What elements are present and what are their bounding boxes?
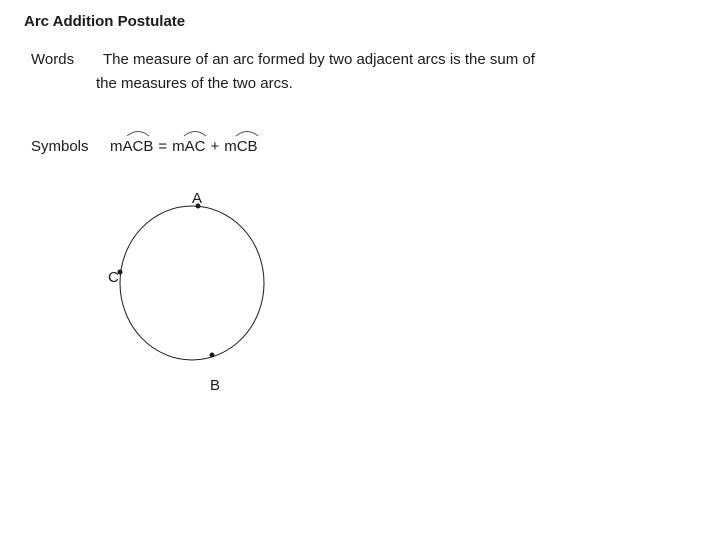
measure-prefix-1: m [110, 138, 123, 155]
circle [120, 206, 264, 360]
arc-acb-label: ACB [122, 138, 154, 155]
arc-cb-label: CB [236, 138, 258, 155]
symbols-label: Symbols [31, 138, 89, 155]
point-b-label: B [210, 377, 221, 394]
point-c-label: C [108, 269, 119, 286]
words-label: Words [31, 51, 75, 68]
point-b-dot [210, 353, 215, 358]
words-definition-line2: the measures of the two arcs. [96, 75, 293, 92]
plus-sign: + [210, 138, 220, 155]
point-a-label: A [192, 190, 203, 207]
equals-sign: = [158, 138, 168, 155]
words-definition-line1: The measure of an arc formed by two adjacent arcs is the sum of [103, 51, 535, 68]
arc-ac-label: AC [184, 138, 206, 155]
measure-prefix-3: m [224, 138, 237, 155]
measure-prefix-2: m [172, 138, 185, 155]
slide-title: Arc Addition Postulate [24, 13, 186, 30]
